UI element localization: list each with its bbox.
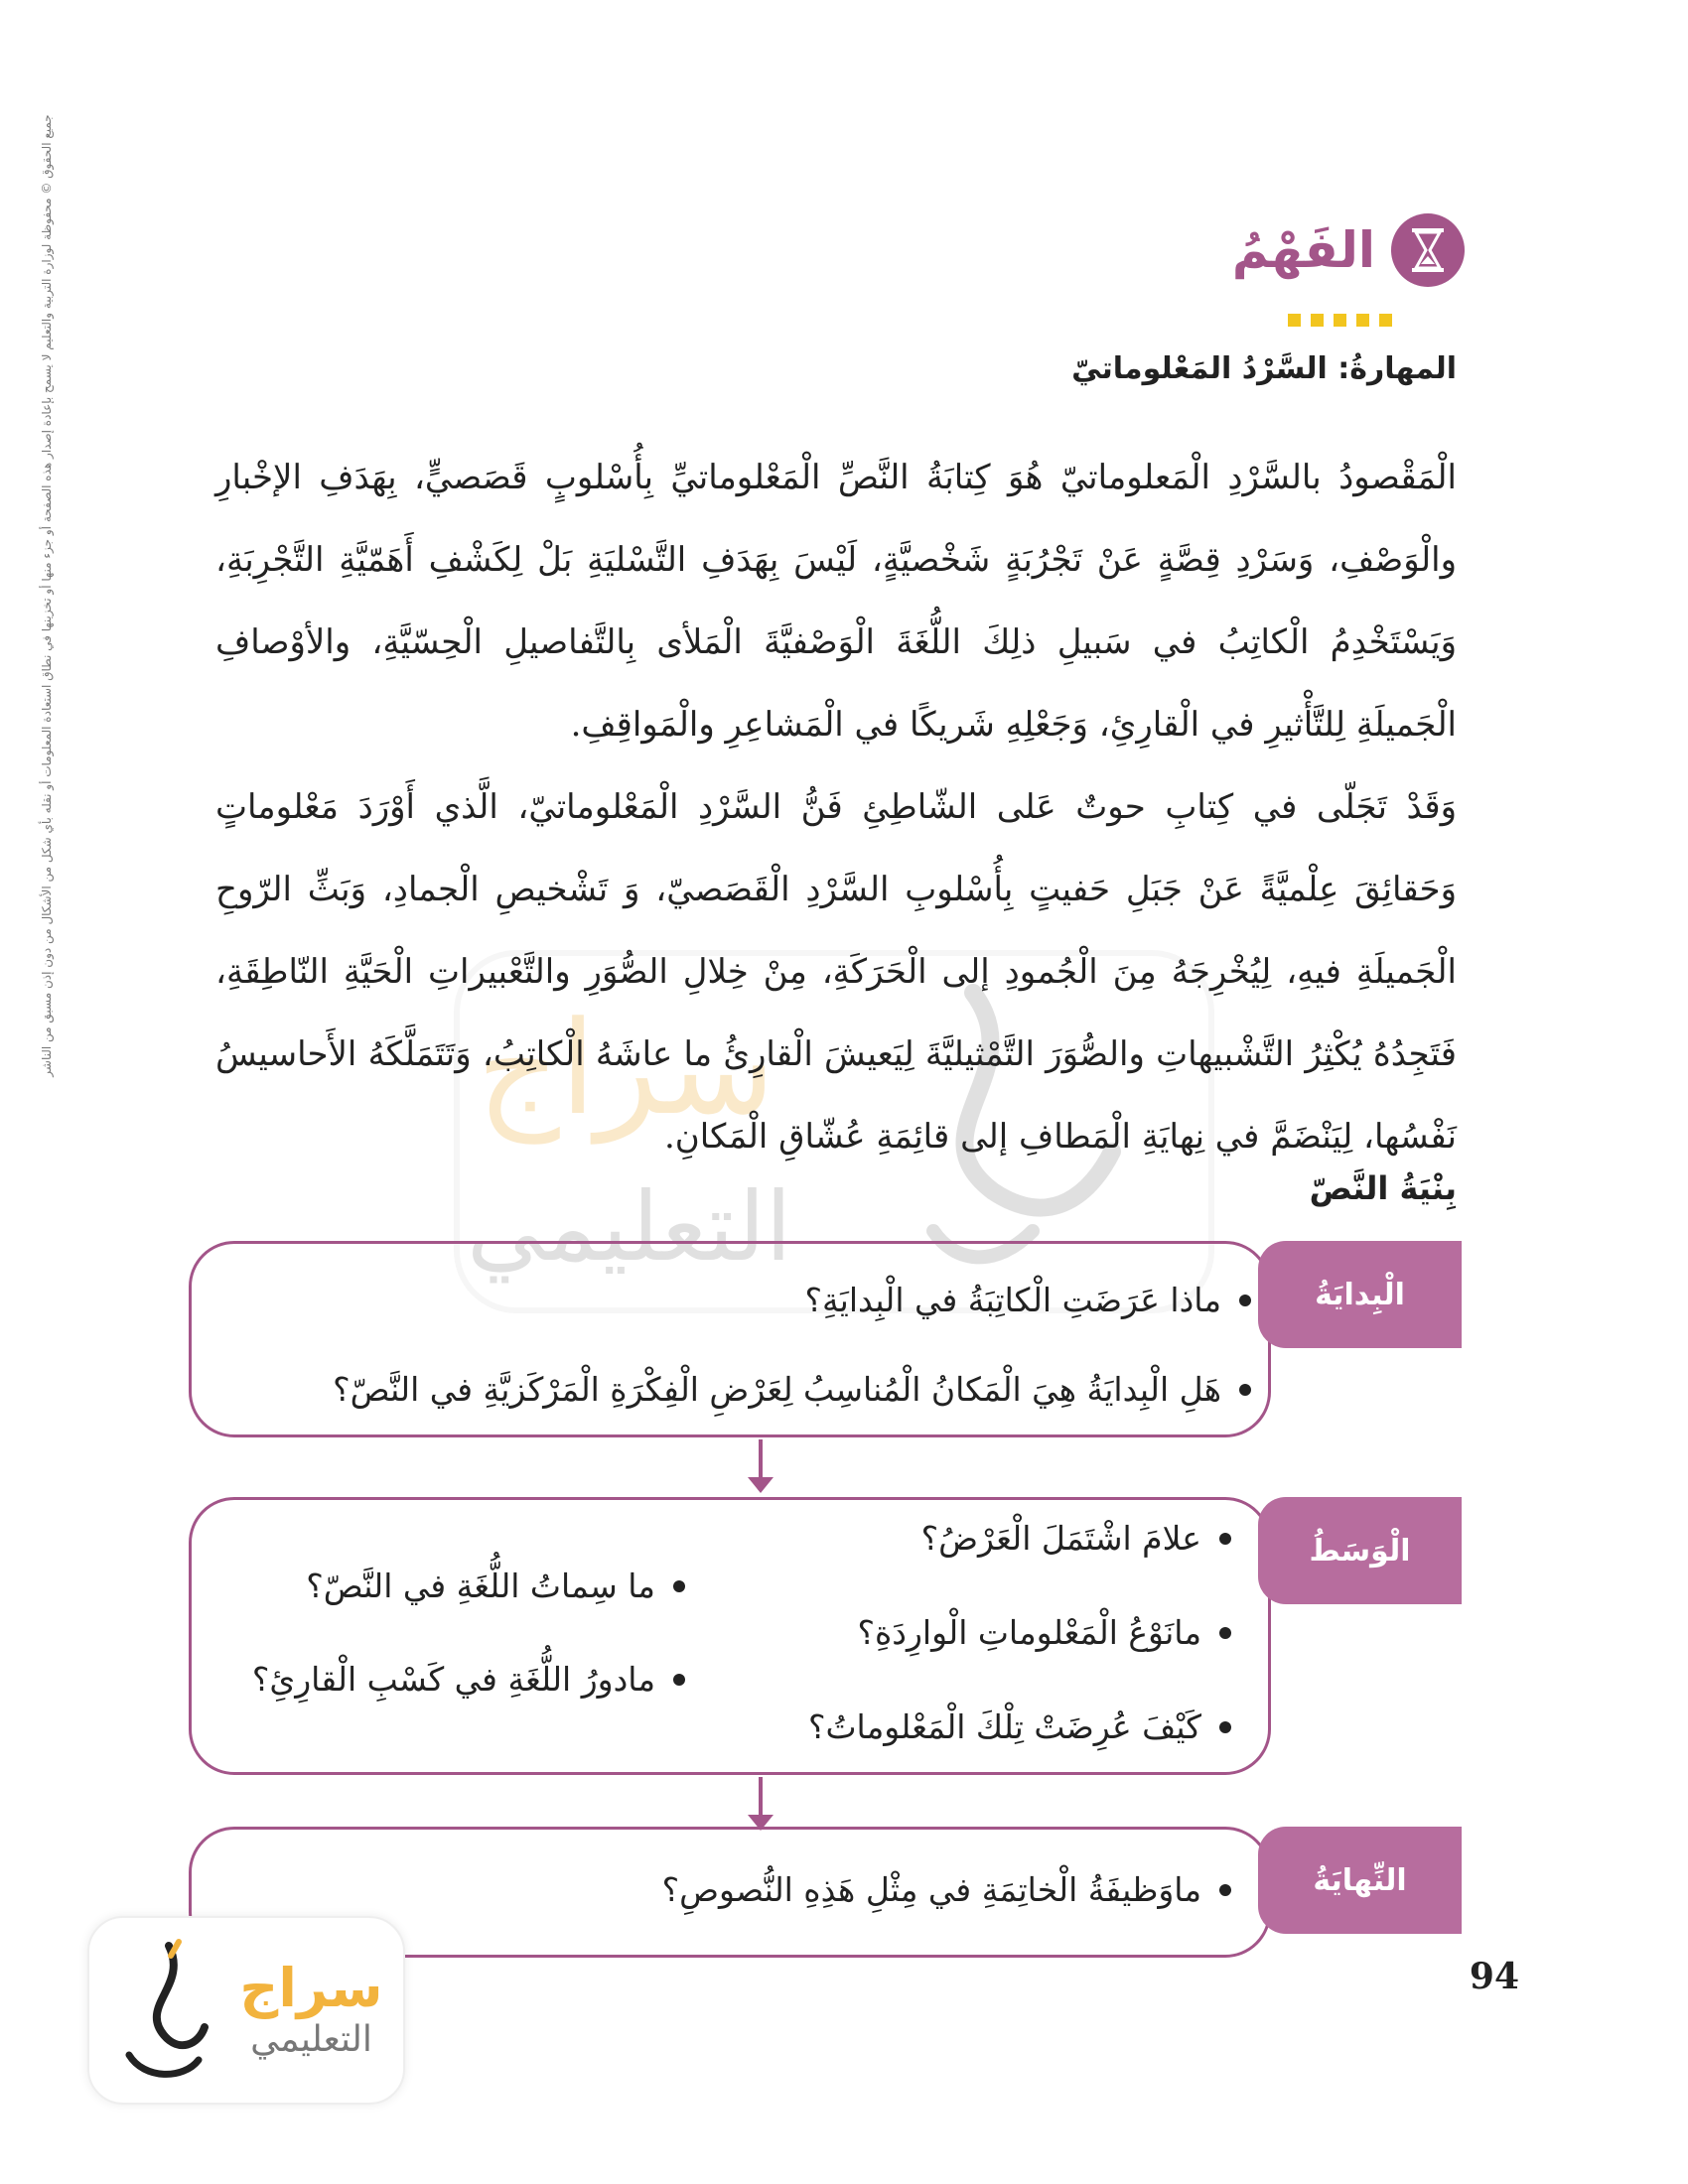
middle-tag: الْوَسَطُ: [1258, 1497, 1462, 1604]
list-item: هَلِ الْبِدايَةُ هِيَ الْمَكانُ الْمُناسِبُ لِعَرْضِ الْفِكْرَةِ الْمَرْكَزيَّةِ في النَّصّ؟: [333, 1370, 1251, 1409]
list-item: ماذا عَرَضَتِ الْكاتِبَةُ في الْبِدايَةِ؟: [804, 1281, 1251, 1319]
list-item: مانَوْعُ الْمَعْلوماتِ الْوارِدَةِ؟: [858, 1613, 1232, 1652]
bullet-icon: [1239, 1384, 1251, 1396]
list-item: مادورُ اللُّغَةِ في كَسْبِ الْقارِئِ؟: [252, 1660, 685, 1699]
bullet-icon: [1219, 1533, 1231, 1545]
list-item: ماوَظيفَةُ الْخاتِمَةِ في مِثْلِ هَذِهِ النُّصوصِ؟: [662, 1870, 1231, 1909]
title-underline-dots: [1288, 314, 1392, 327]
skill-label: المهارةُ: السَّرْدُ المَعْلوماتيّ: [1071, 351, 1457, 386]
page-number: 94: [1469, 1956, 1519, 1997]
ending-tag: النِّهايَةُ: [1258, 1827, 1462, 1934]
down-arrow-icon: [759, 1777, 763, 1817]
list-item: كَيْفَ عُرِضَتْ تِلْكَ الْمَعْلوماتُ؟: [808, 1707, 1231, 1746]
list-item: ما سِماتُ اللُّغَةِ في النَّصّ؟: [306, 1567, 685, 1605]
bullet-icon: [1219, 1884, 1231, 1896]
beginning-tag: الْبِدايَةُ: [1258, 1241, 1462, 1348]
hourglass-icon: [1391, 213, 1465, 287]
paragraph-2: وَقَدْ تَجَلّى في كِتابِ حوتٌ عَلى الشّاطِئِ فَنُّ السَّرْدِ الْمَعْلوماتيّ، الَّذي أَوْرَدَ مَعْلوماتٍ وَحَقائِقَ عِلْميَّةً عَنْ جَبَلِ حَفيتٍ بِأُسْلوبِ السَّرْدِ الْقَصَصيّ، وَ تَشْخيصِ الْجمادِ، وَبَثِّ الرّوحِ الْجَميلَةِ فيهِ، لِيُخْرِجَهُ مِنَ الْجُمودِ إلى الْحَرَكَةِ، مِنْ خِلالِ الصُّوَرِ والتَّعْبيراتِ الْحَيَّةِ النّاطِقَةِ، فَتَجِدُهُ يُكْثِرُ التَّشْبيهاتِ والصُّوَرَ التَّمْثيليَّةَ لِيَعيشَ الْقارِئُ ما عاشَهُ الْكاتِبُ، وَتَتَمَلَّكَهُ الأَحاسيسُ نَفْسُها، لِيَنْضَمَّ في نِهايَةِ الْمَطافِ إلى قائِمَةِ عُشّاقِ الْمَكانِ.: [215, 787, 1457, 1157]
list-item: علامَ اشْتَمَلَ الْعَرْضُ؟: [921, 1519, 1231, 1558]
section-title: الفَهْمُ: [1231, 221, 1375, 279]
bullet-icon: [1219, 1627, 1231, 1639]
body-text: [215, 437, 1457, 1178]
section-header: [1232, 213, 1465, 287]
structure-heading: بِنْيَةُ النَّصّ: [1309, 1169, 1457, 1207]
paragraph-1: الْمَقْصودُ بالسَّرْدِ الْمَعلوماتيّ هُوَ كِتابَةُ النَّصِّ الْمَعْلوماتيِّ بِأُسْلوبٍ قَصَصيٍّ، بِهَدَفِ الإخْبارِ والْوَصْفِ، وَسَرْدِ قِصَّةٍ عَنْ تَجْرُبَةٍ شَخْصيَّةٍ، لَيْسَ بِهَدَفِ التَّسْليَةِ بَلْ لِكَشْفِ أَهَمّيَّةِ التَّجْرِبَةِ، وَيَسْتَخْدِمُ الْكاتِبُ في سَبيلِ ذلِكَ اللُّغَةَ الْوَصْفيَّةَ الْمَلأى بِالتَّفاصيلِ الْحِسّيَّةِ، والأوْصافِ الْجَميلَةِ لِلتَّأْثيرِ في الْقارِئِ، وَجَعْلِهِ شَريكًا في الْمَشاعِرِ والْمَواقِفِ.: [215, 458, 1457, 745]
calligraphy-logo-icon: [109, 1936, 218, 2085]
bullet-icon: [673, 1580, 685, 1592]
copyright-side-note: جميع الحقوق © محفوظة لوزارة التربية والتعليم لا يسمح بإعادة إصدار هذه الصفحة أو جزء منها أو تخزينها في نطاق استعادة المعلومات أو نقله بأي شكل من الأشكال من دون إذن مسبق من الناشر: [40, 114, 54, 1077]
watermark-text-gray: التعليمي: [467, 1171, 792, 1283]
down-arrow-icon: [759, 1439, 763, 1479]
bullet-icon: [673, 1674, 685, 1686]
bullet-icon: [1239, 1295, 1251, 1306]
logo-line-2: التعليمي: [250, 2019, 372, 2060]
watermark-text-gold: سراج: [477, 993, 775, 1144]
bullet-icon: [1219, 1721, 1231, 1733]
logo-line-1: سراج: [239, 1957, 383, 2019]
publisher-logo: [87, 1916, 405, 2105]
